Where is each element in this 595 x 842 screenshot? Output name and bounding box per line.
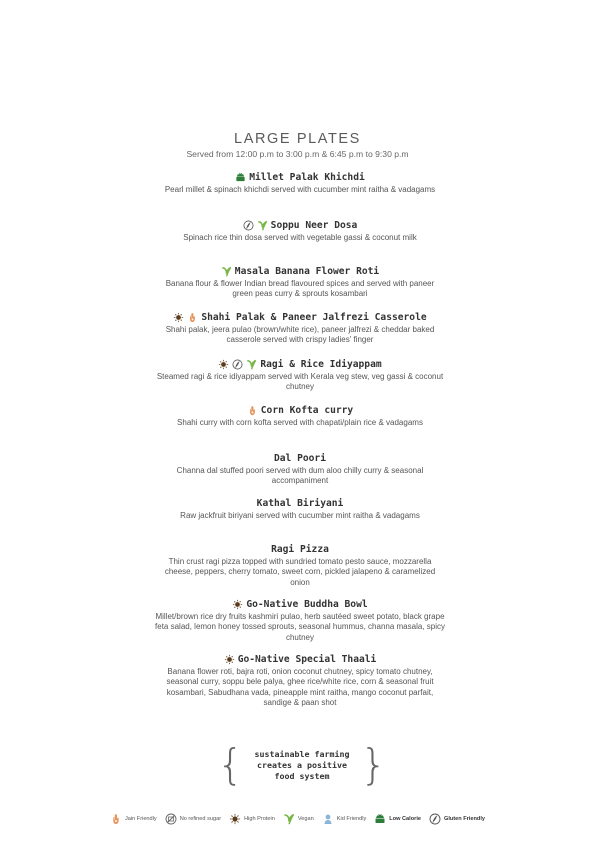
legend-item bbox=[110, 813, 157, 825]
menu-item bbox=[155, 544, 445, 588]
menu-item-name: Masala Banana Flower Roti bbox=[234, 266, 380, 277]
section-header bbox=[0, 131, 595, 159]
menu-item-title-row bbox=[155, 359, 445, 370]
menu-item-description: Banana flower roti, bajra roti, onion coconut chutney, spicy tomato chutney, seasonal curry, soppu bele palya, ghee rice/white rice, corn & seasonal fruit kosambari, Sabudhana vada, pineapple mint raitha, mango coconut parfait, sandige & paan shot bbox=[166, 667, 434, 707]
legend-item bbox=[283, 813, 314, 825]
menu-item bbox=[155, 654, 445, 708]
legend-item bbox=[322, 813, 367, 825]
menu-item-description: Banana flour & flower Indian bread flavoured spices and served with paneer green peas curry & sprouts kosambari bbox=[165, 279, 435, 299]
menu-item-name: Go-Native Special Thaali bbox=[237, 654, 377, 665]
legend-label: Vegan bbox=[297, 816, 314, 822]
kid-friendly-icon bbox=[322, 813, 334, 825]
vegan-icon bbox=[221, 266, 232, 277]
menu-item-title-row bbox=[155, 172, 445, 183]
menu-item-name: Soppu Neer Dosa bbox=[270, 220, 358, 231]
legend-item bbox=[374, 813, 421, 825]
jain-friendly-icon bbox=[187, 312, 198, 323]
high-protein-icon bbox=[232, 599, 243, 610]
low-calorie-icon bbox=[374, 813, 386, 825]
menu-item-title-row bbox=[155, 266, 445, 277]
menu-item bbox=[155, 453, 445, 487]
gluten-friendly-icon bbox=[429, 813, 441, 825]
low-calorie-icon bbox=[235, 172, 246, 183]
menu-item-description: Spinach rice thin dosa served with vegetable gassi & coconut milk bbox=[183, 233, 417, 242]
jain-friendly-icon bbox=[247, 405, 258, 416]
legend-item bbox=[229, 813, 275, 825]
no-refined-sugar-icon bbox=[165, 813, 177, 825]
vegan-icon bbox=[246, 359, 257, 370]
legend-label: Low Calorie bbox=[389, 816, 421, 822]
menu-item-name: Kathal Biriyani bbox=[256, 498, 344, 509]
dietary-legend bbox=[0, 813, 595, 825]
menu-item-name: Dal Poori bbox=[274, 453, 326, 464]
legend-item bbox=[165, 813, 221, 825]
legend-label: High Protein bbox=[244, 816, 275, 822]
menu-item-title-row bbox=[155, 544, 445, 555]
menu-item-name: Ragi Pizza bbox=[271, 544, 329, 555]
menu-item-title-row bbox=[155, 453, 445, 464]
menu-item bbox=[155, 498, 445, 521]
menu-item bbox=[155, 359, 445, 393]
legend-item bbox=[429, 813, 485, 825]
menu-item-description: Shahi palak, jeera pulao (brown/white rice), paneer jalfrezi & cheddar baked casserole served with crispy ladies' finger bbox=[165, 325, 435, 345]
gluten-friendly-icon bbox=[243, 220, 254, 231]
menu-item-name: Go-Native Buddha Bowl bbox=[246, 599, 368, 610]
gluten-friendly-icon bbox=[232, 359, 243, 370]
menu-item-name: Corn Kofta curry bbox=[260, 405, 354, 416]
left-brace: { bbox=[217, 740, 244, 789]
legend-label: Gluten Friendly bbox=[443, 816, 486, 822]
menu-item-title-row bbox=[155, 498, 445, 509]
tagline bbox=[217, 740, 387, 789]
menu-item-description: Thin crust ragi pizza topped with sundried tomato pesto sauce, mozzarella cheese, peppers, cherry tomato, sweet corn, pickled jalapeno & caramelized onion bbox=[164, 557, 436, 587]
menu-item-title-row bbox=[155, 599, 445, 610]
menu-item-description: Shahi curry with corn kofta served with chapati/plain rice & vadagams bbox=[177, 418, 423, 427]
high-protein-icon bbox=[224, 654, 235, 665]
menu-item bbox=[155, 599, 445, 643]
high-protein-icon bbox=[229, 813, 241, 825]
menu-item-description: Pearl millet & spinach khichdi served with cucumber mint raitha & vadagams bbox=[164, 185, 436, 194]
menu-item-title-row bbox=[155, 654, 445, 665]
menu-item-title-row bbox=[155, 312, 445, 323]
section-title: LARGE PLATES bbox=[234, 131, 361, 147]
menu-item-title-row bbox=[155, 220, 445, 231]
high-protein-icon bbox=[173, 312, 184, 323]
legend-label: No refined sugar bbox=[179, 816, 222, 822]
menu-item-name: Ragi & Rice Idiyappam bbox=[260, 359, 382, 370]
menu-item bbox=[155, 312, 445, 346]
right-brace: } bbox=[360, 740, 387, 789]
jain-friendly-icon bbox=[110, 813, 122, 825]
menu-item bbox=[155, 172, 445, 195]
serving-hours: Served from 12:00 p.m to 3:00 p.m & 6:45 p.m to 9:30 p.m bbox=[186, 149, 409, 159]
tagline-text: sustainable farming creates a positive food system bbox=[254, 748, 350, 781]
menu-item-description: Raw jackfruit biriyani served with cucumber mint raitha & vadagams bbox=[180, 511, 420, 520]
menu-item bbox=[155, 220, 445, 243]
menu-item-description: Millet/brown rice dry fruits kashmiri pulao, herb sautéed sweet potato, black grape feta salad, lemon honey tossed sprouts, seasonal hummus, channa masala, spicy chutney bbox=[155, 612, 445, 642]
menu-item-description: Channa dal stuffed poori served with dum aloo chilly curry & seasonal accompaniment bbox=[176, 466, 424, 486]
menu-item-title-row bbox=[155, 405, 445, 416]
legend-label: Kid Friendly bbox=[336, 816, 367, 822]
menu-item-description: Steamed ragi & rice idiyappam served with Kerala veg stew, veg gassi & coconut chutney bbox=[156, 372, 444, 392]
menu-item-name: Shahi Palak & Paneer Jalfrezi Casserole bbox=[201, 312, 427, 323]
menu-item-name: Millet Palak Khichdi bbox=[249, 172, 365, 183]
menu-item bbox=[155, 266, 445, 300]
vegan-icon bbox=[283, 813, 295, 825]
menu-item bbox=[155, 405, 445, 428]
high-protein-icon bbox=[218, 359, 229, 370]
vegan-icon bbox=[257, 220, 268, 231]
legend-label: Jain Friendly bbox=[124, 816, 157, 822]
